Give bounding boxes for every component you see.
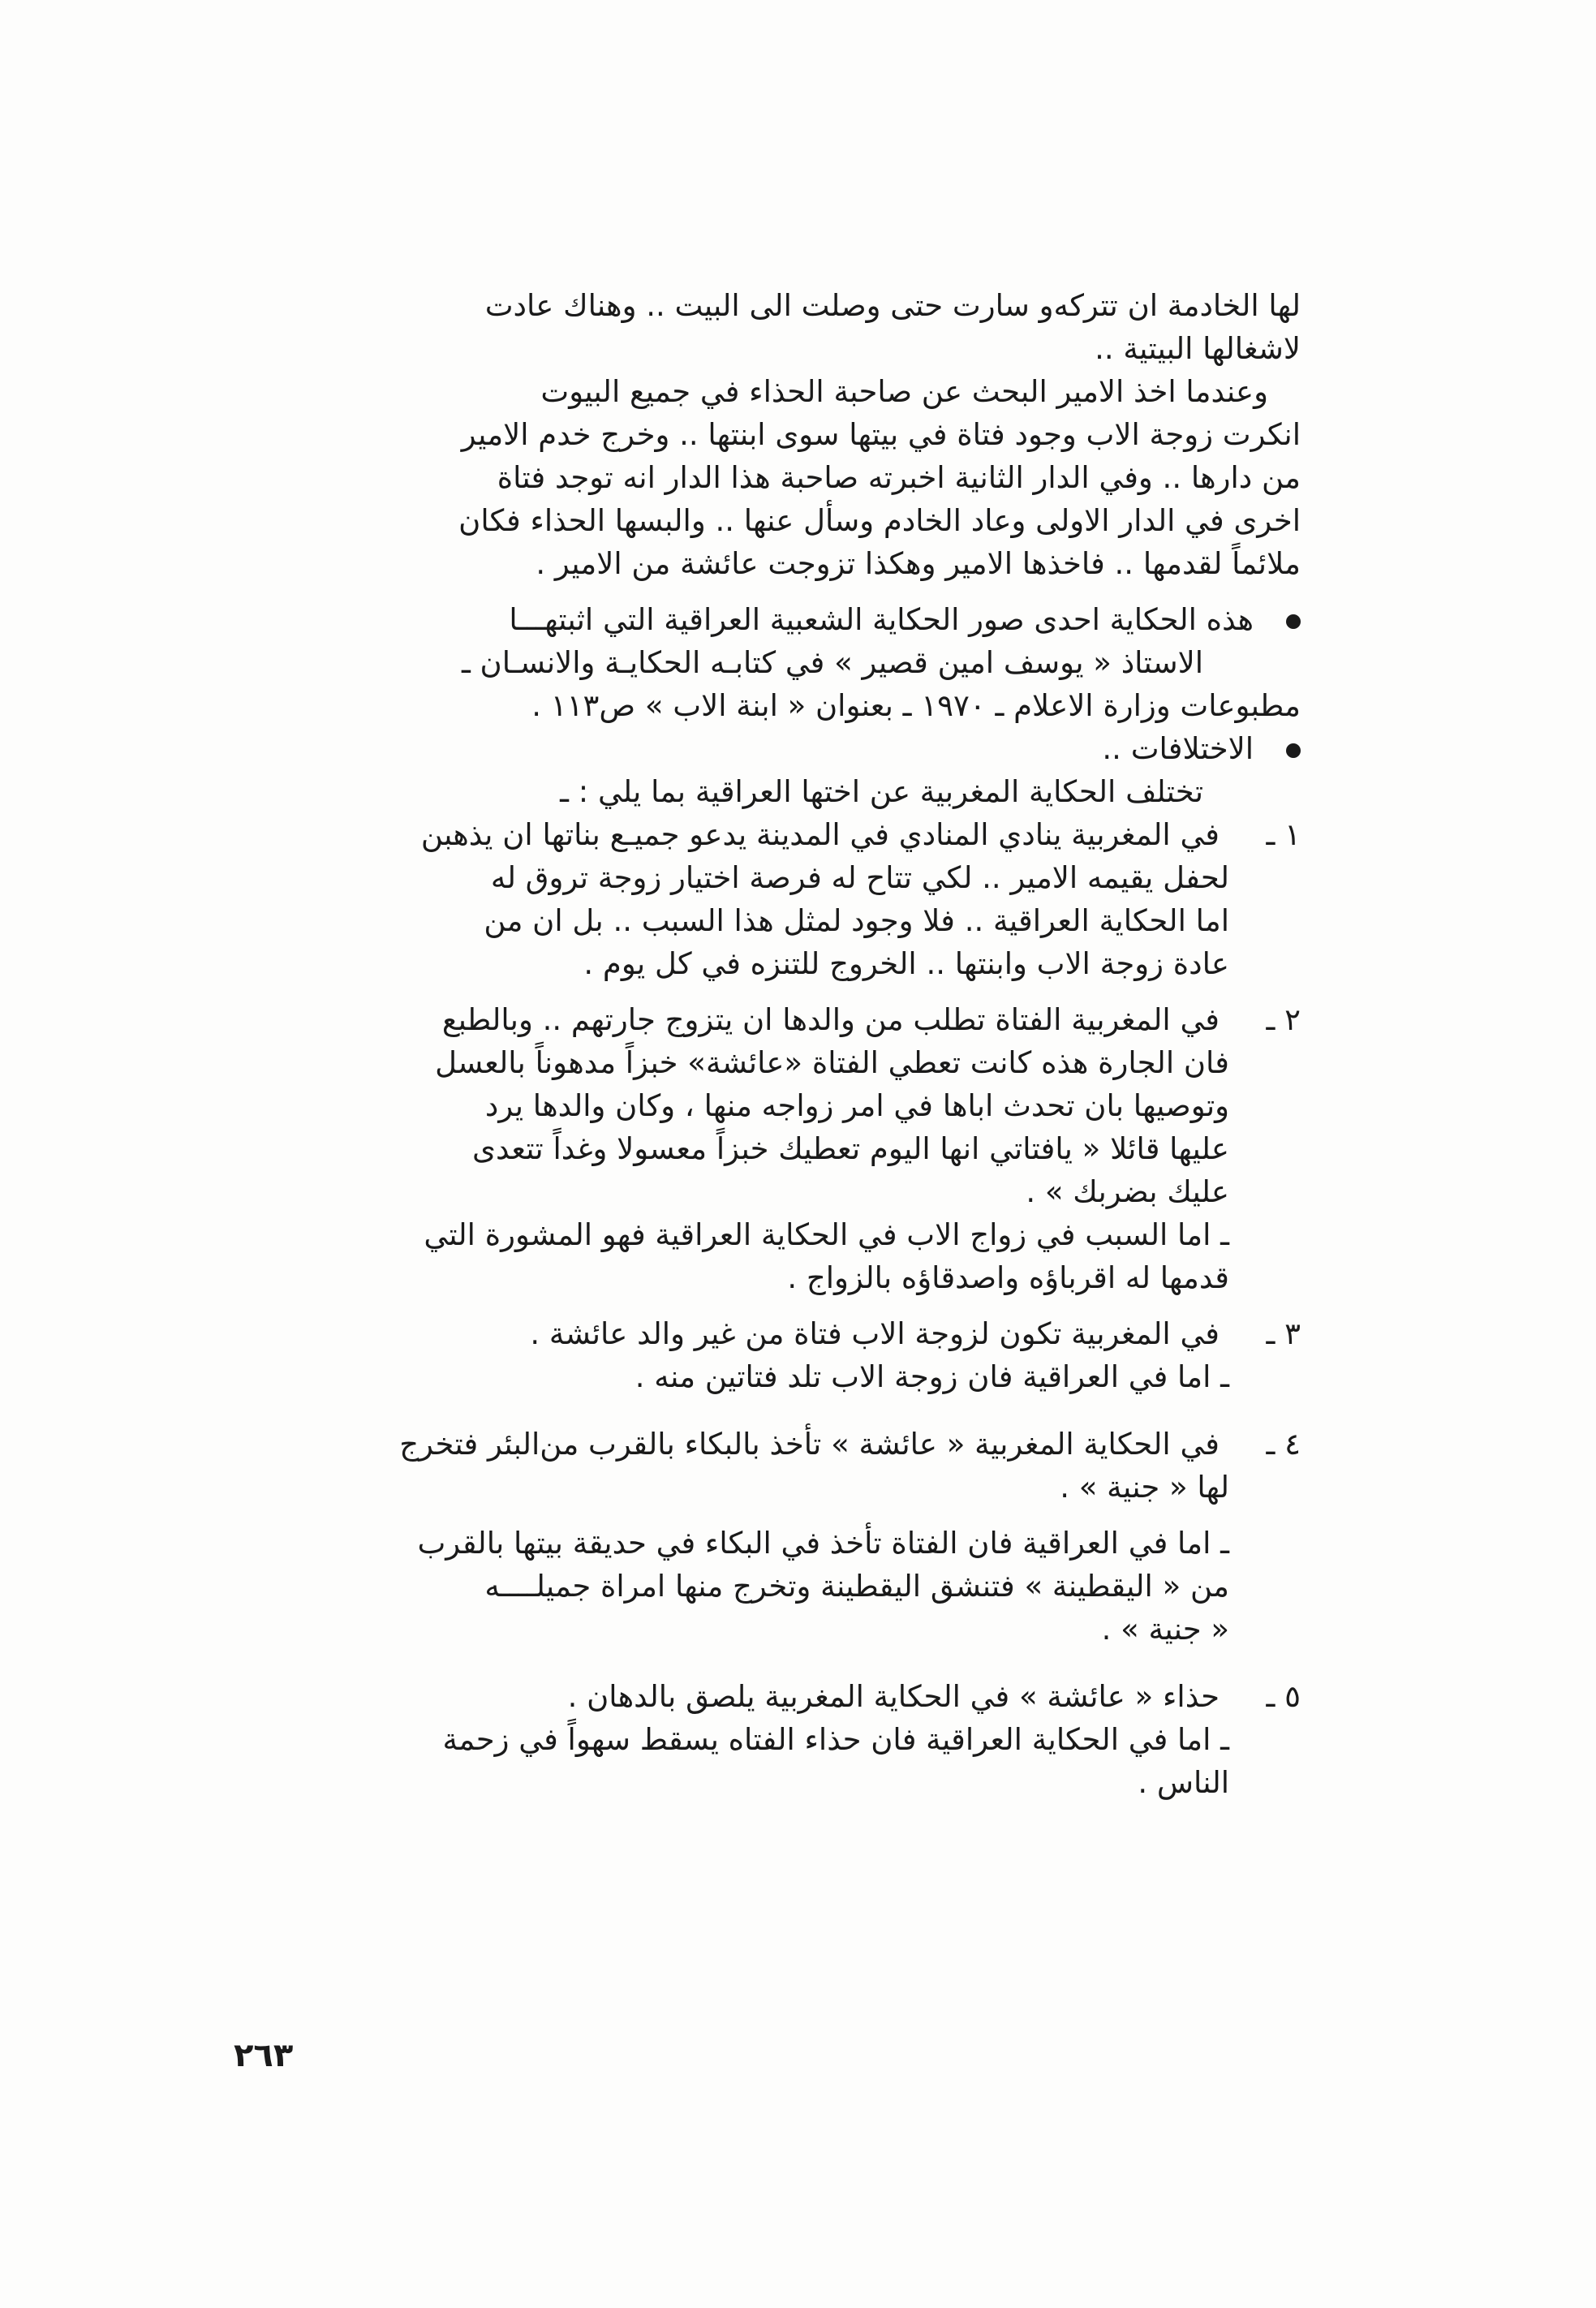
paragraph-line: لحفل يقيمه الامير .. لكي تتاح له فرصة اختيار زوجة تروق له [490, 860, 1229, 895]
paragraph-line: وتوصيها بان تحدث اباها في امر زواجه منها ، وكان والدها يرد [484, 1088, 1229, 1123]
list-item-5 [234, 1675, 1301, 1718]
list-item-2 [234, 998, 1301, 1041]
list-item-1 [234, 813, 1301, 856]
list-item-3 [234, 1312, 1301, 1355]
bullet-text: هذه الحكاية احدى صور الحكاية الشعبية العراقية التي اثبتهـــا [509, 602, 1254, 637]
body-text [234, 284, 1301, 1804]
paragraph-line: تختلف الحكاية المغربية عن اختها العراقية بما يلي : ـ [560, 774, 1203, 809]
list-number: ٤ ـ [1266, 1427, 1301, 1462]
list-number: ٣ ـ [1266, 1316, 1301, 1351]
bullet-item-source [234, 598, 1301, 641]
section-heading: الاختلافات .. [1102, 731, 1254, 766]
paragraph-line: لها « جنية » . [1060, 1470, 1229, 1505]
paragraph-line: ـ اما السبب في زواج الاب في الحكاية العراقية فهو المشورة التي [424, 1217, 1229, 1252]
paragraph-line: ـ اما في الحكاية العراقية فان حذاء الفتاه يسقط سهواً في زحمة [442, 1722, 1229, 1757]
paragraph-line: فان الجارة هذه كانت تعطي الفتاة «عائشة» خبزاً مدهوناً بالعسل [435, 1045, 1229, 1080]
paragraph-line: الناس . [1138, 1765, 1229, 1800]
list-item-4 [234, 1423, 1301, 1466]
paragraph-line: اما الحكاية العراقية .. فلا وجود لمثل هذا السبب .. بل ان من [484, 903, 1229, 938]
list-number: ٢ ـ [1266, 1002, 1301, 1037]
paragraph-line: من « اليقطينة » فتنشق اليقطينة وتخرج منها امراة جميلــــه [484, 1569, 1229, 1604]
list-text: في المغربية تكون لزوجة الاب فتاة من غير والد عائشة . [530, 1316, 1220, 1351]
bullet-dot-icon [1286, 743, 1301, 758]
bullet-dot-icon [1286, 614, 1301, 629]
paragraph-line: قدمها له اقرباؤه واصدقاؤه بالزواج . [787, 1260, 1229, 1295]
paragraph-line: وعندما اخذ الامير البحث عن صاحبة الحذاء في جميع البيوت [540, 374, 1268, 409]
paragraph-line: عليك بضربك » . [1026, 1174, 1229, 1209]
list-text: حذاء « عائشة » في الحكاية المغربية يلصق بالدهان . [567, 1679, 1220, 1714]
paragraph-line: عليها قائلا « يافتاتي انها اليوم تعطيك خبزاً معسولا وغداً تتعدى [472, 1131, 1229, 1166]
list-text: في الحكاية المغربية « عائشة » تأخذ بالبكاء بالقرب من‌البئر فتخرج [399, 1427, 1220, 1462]
list-text: في المغربية الفتاة تطلب من والدها ان يتزوج جارتهم .. وبالطبع [441, 1002, 1220, 1037]
paragraph-line: مطبوعات وزارة الاعلام ـ ١٩٧٠ ـ بعنوان « ابنة الاب » ص١١٣ . [531, 688, 1301, 723]
paragraph-line: ـ اما في العراقية فان الفتاة تأخذ في البكاء في حديقة بيتها بالقرب [417, 1526, 1229, 1561]
paragraph-line: الاستاذ « يوسف امين قصير » في كتابـه الحكايـة والانسـان ـ [461, 645, 1203, 680]
paragraph-line: ـ اما في العراقية فان زوجة الاب تلد فتاتين منه . [635, 1359, 1229, 1394]
paragraph-line: لها الخادمة ان تتركه‌و سارت حتى وصلت الى البيت .. وهناك عادت [484, 288, 1301, 323]
bullet-item-differences [234, 727, 1301, 770]
list-number: ١ ـ [1266, 817, 1301, 852]
paragraph-line: « جنية » . [1101, 1612, 1229, 1647]
paragraph-line: اخرى في الدار الاولى وعاد الخادم وسأل عنها .. والبسها الحذاء فكان [458, 503, 1301, 538]
page-number: ٢٦٣ [234, 2037, 294, 2074]
paragraph-line: ملائماً لقدمها .. فاخذها الامير وهكذا تزوجت عائشة من الامير . [536, 546, 1301, 581]
paragraph-line: لاشغالها البيتية .. [1095, 331, 1301, 366]
paragraph-line: انكرت زوجة الاب وجود فتاة في بيتها سوى ابنتها .. وخرج خدم الامير [461, 417, 1301, 452]
list-text: في المغربية ينادي المنادي في المدينة يدعو جميـع بناتها ان يذهبن [420, 817, 1220, 852]
paragraph-line: من دارها .. وفي الدار الثانية اخبرته صاحبة هذا الدار انه توجد فتاة [497, 460, 1301, 495]
paragraph-line: عادة زوجة الاب وابنتها .. الخروج للتنزه في كل يوم . [583, 946, 1229, 981]
list-number: ٥ ـ [1266, 1679, 1301, 1714]
